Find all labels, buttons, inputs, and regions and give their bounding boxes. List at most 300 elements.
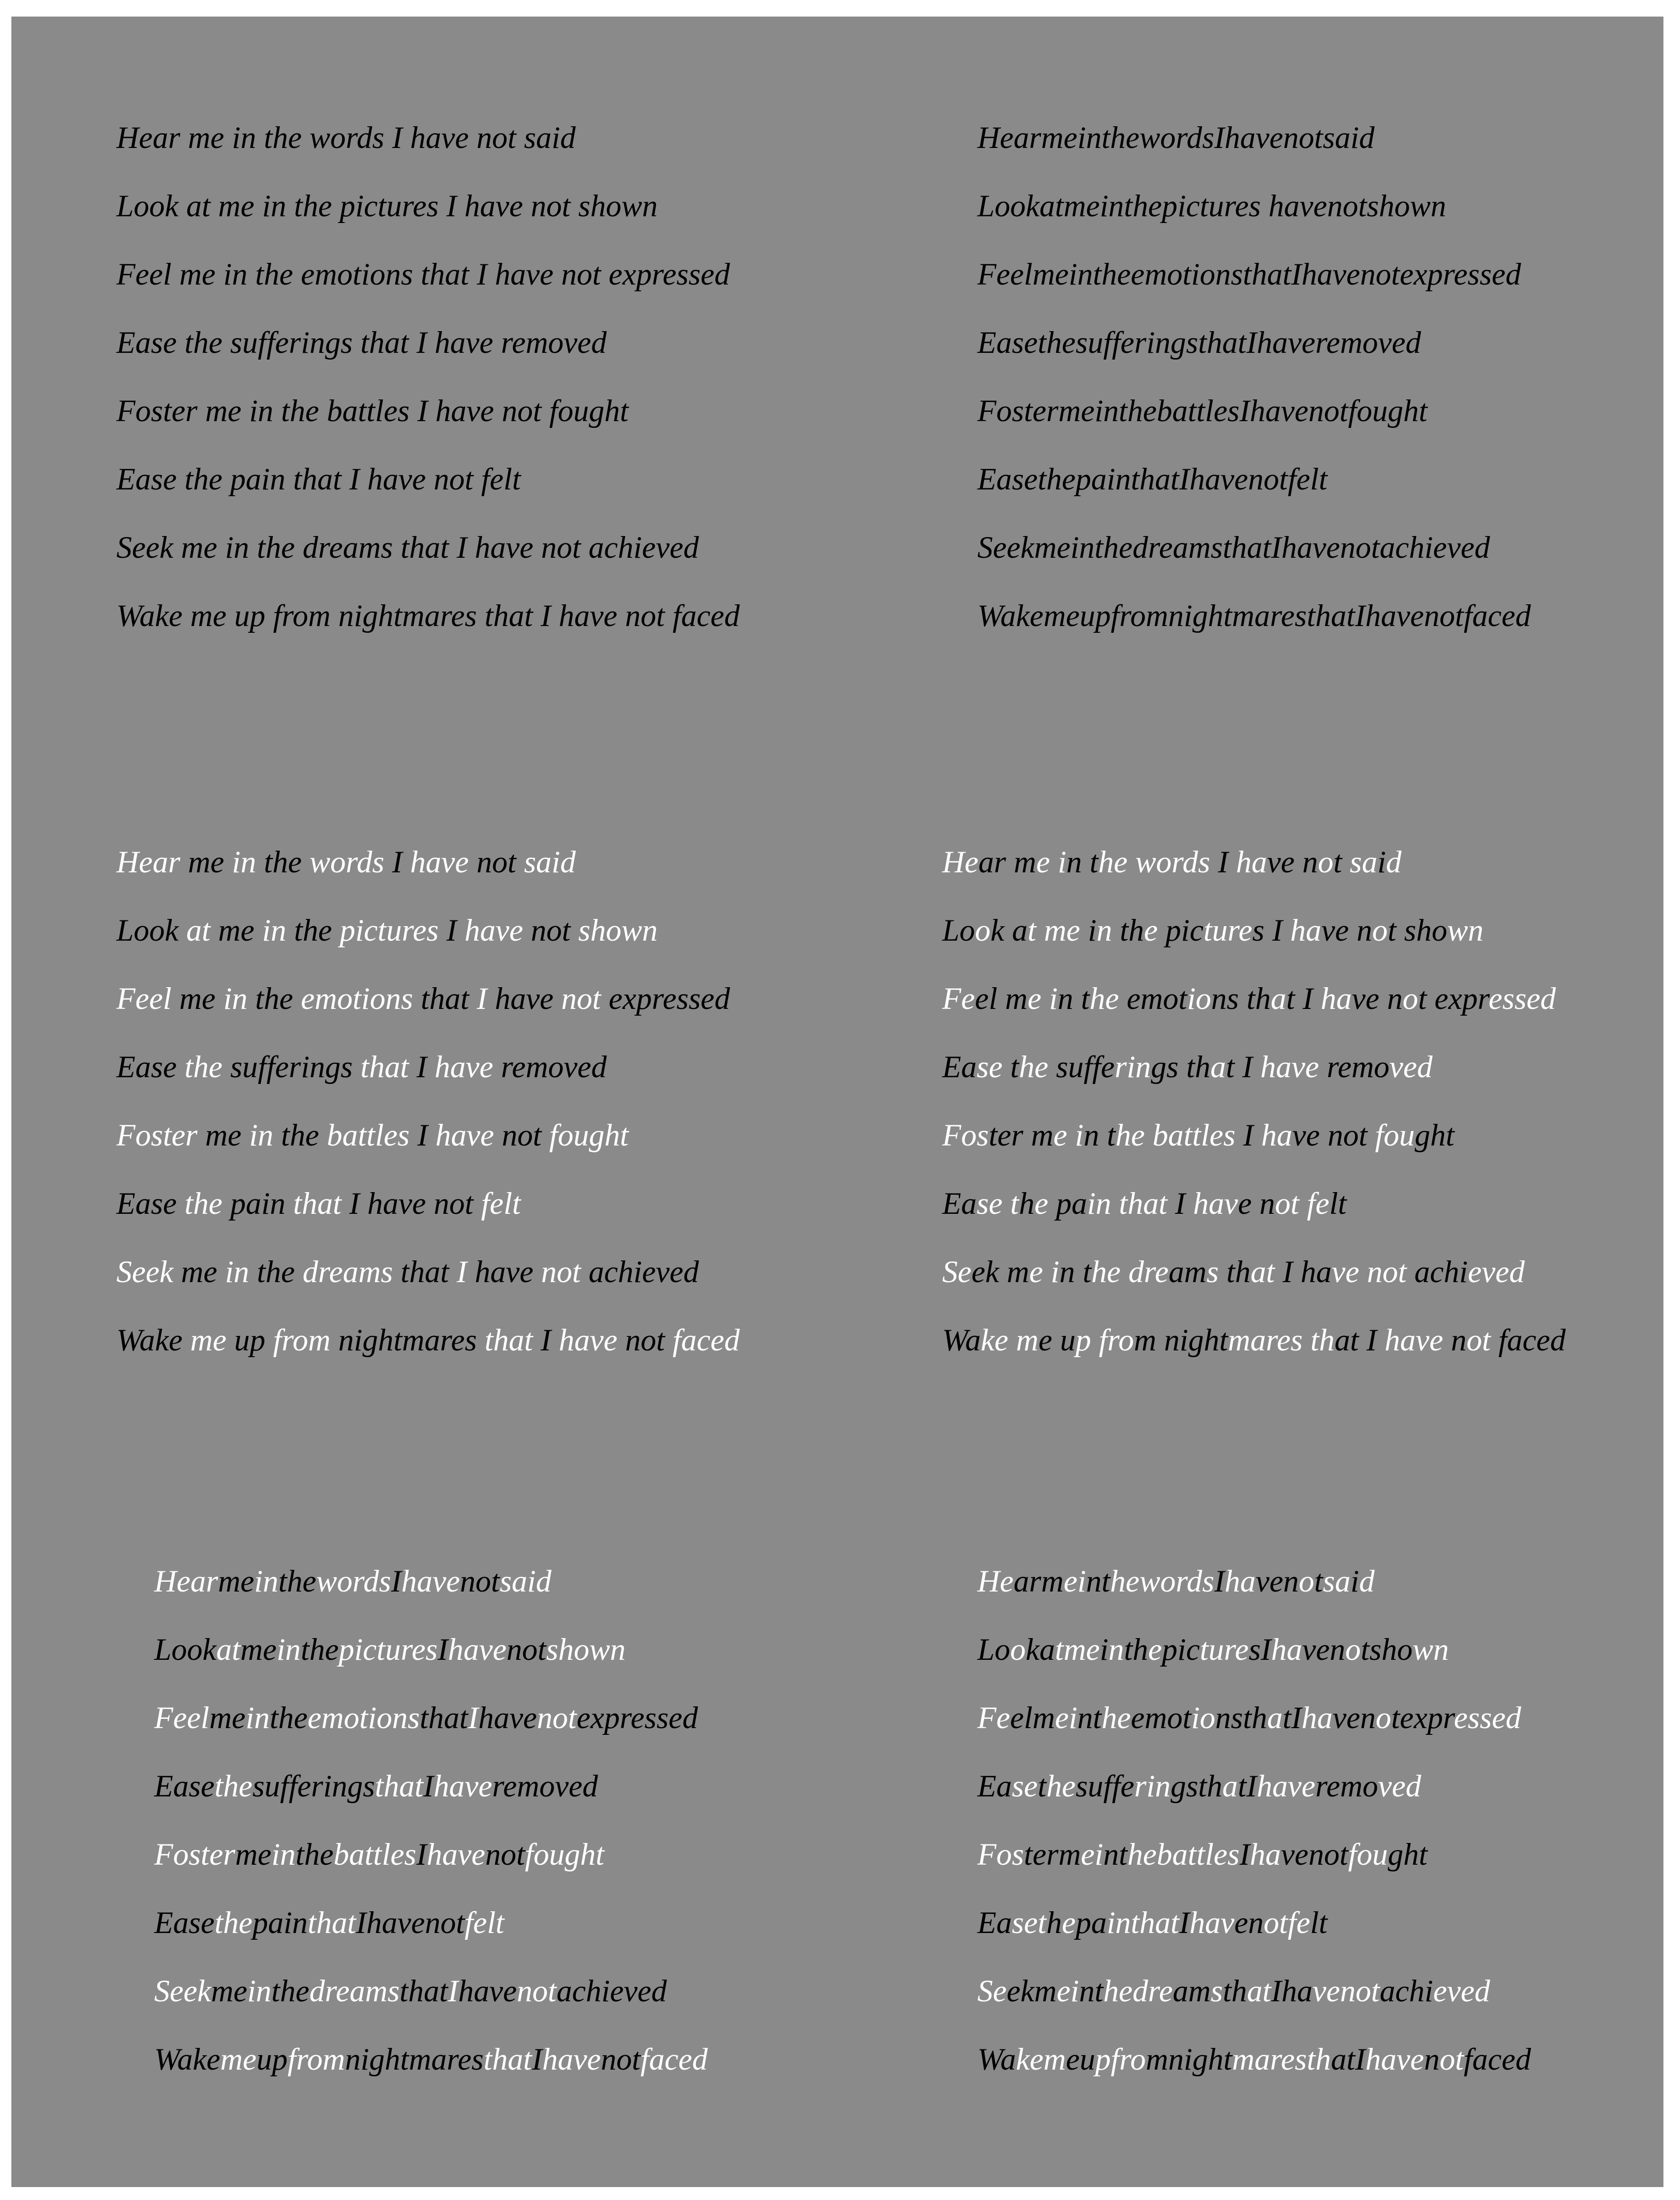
poem-letter: g [1170,1769,1186,1803]
poem-letter: f [1098,1323,1108,1357]
poem-word: I [417,1118,428,1152]
poem-word: the [301,1632,339,1667]
poem-line [116,964,740,1033]
poem-letter: t [1397,1255,1407,1289]
poem-letter: a [1334,1323,1350,1357]
poem-letter: t [1418,982,1427,1016]
poem-word: from [287,2042,345,2076]
poem-line [942,1101,1566,1169]
poem-letter: s [1502,982,1514,1016]
poem-letter: o [1324,1837,1340,1871]
poem-word: the [271,1974,309,2008]
poem-letter: e [1281,845,1295,879]
poem-letter: h [1046,1906,1062,1940]
poem-letter: e [1238,1186,1252,1221]
poem-letter: t [1024,1837,1033,1871]
poem-letter: e [1144,913,1158,947]
poem-letter: t [1388,913,1396,947]
poem-letter: i [1126,1050,1136,1084]
poem-letter: L [977,1632,995,1667]
poem-letter: e [958,1255,972,1289]
poem-letter: h [1127,1186,1143,1221]
poem-letter: k [985,1255,999,1289]
poem-letter: e [1066,2042,1080,2076]
poem-letter: t [1310,1323,1319,1357]
poem-letter: n [1366,1255,1382,1289]
poem-letter: g [1151,1050,1167,1084]
poem-letter: v [1220,1906,1235,1940]
poem-letter: e [1316,1632,1330,1667]
poem-word: Feel [154,1701,210,1735]
poem-letter: t [1037,1906,1047,1940]
poem-word: I [456,1255,467,1289]
poem-letter: I [1282,1255,1293,1289]
poem-letter: g [1188,1323,1204,1357]
poem-line [977,1684,1531,1752]
poem-word: shown [546,1632,626,1667]
poem-letter: a [1254,2042,1270,2076]
poem-line [154,2025,708,2093]
poem-letter: a [996,1769,1012,1803]
poem-word: battles [326,1118,410,1152]
poem-word: not [460,1564,500,1598]
poem-letter: e [1433,1974,1447,2008]
poem-letter: w [1447,913,1468,947]
poem-letter: v [1416,1323,1430,1357]
poem-letter: I [1272,913,1283,947]
poem-letter: t [1226,1255,1236,1289]
poem-letter: t [1178,982,1187,1016]
poem-letter: t [1131,1906,1140,1940]
poem-word: at [216,1632,241,1667]
poem-letter: s [1479,1701,1492,1735]
poem-letter: h [1195,1050,1211,1084]
poem-word: pictures [339,913,439,947]
poem-letter: t [1203,913,1212,947]
poem-letter: x [1414,1701,1428,1735]
poem-letter: w [1413,1632,1434,1667]
poem-letter: l [1023,1701,1033,1735]
poem-letter: e [1301,1769,1316,1803]
poem-letter: e [1034,1050,1048,1084]
poem-letter: o [1130,2042,1146,2076]
poem-letter: t [1199,1632,1209,1667]
poem-letter: s [1227,1837,1240,1871]
poem-letter: e [1125,1564,1140,1598]
poem-letter: d [1405,1769,1421,1803]
poem-letter: e [1063,1564,1078,1598]
poem-word: Seek [116,1255,173,1289]
poem-letter: p [1162,1632,1178,1667]
poem-letter: h [1116,1118,1132,1152]
poem-letter: i [1049,982,1058,1016]
poem-word: I [349,1186,360,1221]
poem-word: Feel [116,982,172,1016]
poem-letter: n [1058,982,1074,1016]
poem-letter: h [1365,2042,1381,2076]
poem-letter: e [1492,1701,1506,1735]
poem-letter: k [1020,1974,1034,2008]
poem-letter: n [1283,1564,1299,1598]
poem-letter: e [1117,1701,1131,1735]
poem-line [977,1957,1531,2025]
poem-letter: a [1316,1255,1332,1289]
poem-letter: t [1350,1323,1359,1357]
poem-letter: H [942,845,965,879]
poem-letter: n [1330,1632,1346,1667]
poem-letter: e [971,1255,986,1289]
poem-letter: a [996,1906,1012,1940]
poem-word: not [530,913,571,947]
poem-line [942,828,1566,896]
poem-letter: e [1461,1974,1475,2008]
poem-letter: o [1374,1050,1390,1084]
poem-letter: s [1252,913,1265,947]
poem-letter: e [1034,1186,1048,1221]
poem-letter: t [1124,1632,1133,1667]
poem-letter: c [1395,1974,1409,2008]
poem-letter: t [1055,1632,1064,1667]
poem-line: Ease the sufferings that I have removed [116,325,607,360]
poem-word: in [276,1632,301,1667]
poem-letter: o [1156,845,1172,879]
poem-letter: e [1032,1837,1047,1871]
poem-letter: v [1292,1118,1306,1152]
poem-letter: e [989,1050,1003,1084]
poem-letter: i [1350,1564,1359,1598]
poem-letter: a [1472,2042,1488,2076]
poem-letter: v [1481,1255,1496,1289]
poem-line [154,1889,708,1957]
poem-word: the [255,982,293,1016]
poem-line [116,1238,740,1306]
poem-letter: f [1375,1118,1384,1152]
poem-letter: v [1267,845,1281,879]
poem-letter: v [1281,1837,1295,1871]
poem-letter: e [1029,1255,1043,1289]
poem-word: I [355,1906,366,1940]
poem-letter: a [1362,845,1378,879]
poem-letter: I [1179,1906,1190,1940]
poem-letter: t [1223,1974,1232,2008]
poem-letter: d [1474,1974,1490,2008]
poem-word: Foster [154,1837,235,1871]
poem-letter: a [1250,1323,1266,1357]
poem-letter: o [994,1632,1010,1667]
poem-word: me [205,1118,242,1152]
poem-letter: t [1102,1564,1110,1598]
poem-letter: u [1208,1632,1224,1667]
poem-word: me [235,1837,272,1871]
poem-letter: a [1013,1564,1029,1598]
poem-line [942,1306,1566,1374]
poem-word: I [446,913,457,947]
panel-top-right-no-spaces [977,103,1531,650]
poem-line [977,1615,1531,1684]
poem-letter: a [1414,1255,1430,1289]
poem-word: have [558,1323,618,1357]
poem-letter: f [1103,1769,1112,1803]
poem-letter: F [977,1701,997,1735]
poem-letter: t [1187,1837,1197,1871]
poem-letter: a [1317,1701,1333,1735]
poem-letter: t [1093,1701,1102,1735]
poem-letter: o [1318,845,1334,879]
poem-letter: e [1346,1701,1360,1735]
poem-letter: t [1339,1837,1348,1871]
poem-letter: e [1501,2042,1515,2076]
poem-letter: h [1207,1769,1223,1803]
poem-word: not [561,982,601,1016]
poem-letter: a [961,1050,977,1084]
poem-letter: g [1415,1118,1431,1152]
poem-word: me [218,913,255,947]
poem-letter: e [994,1323,1008,1357]
poem-letter: i [1068,1701,1078,1735]
poem-letter: e [961,982,975,1016]
poem-sheet [11,17,1663,2187]
poem-letter: h [1103,1974,1119,2008]
poem-letter: e [1400,1701,1414,1735]
poem-letter: b [1152,1118,1168,1152]
poem-letter: h [1290,913,1306,947]
poem-letter: s [976,1118,989,1152]
poem-letter: s [1055,1050,1068,1084]
poem-word: Look [116,913,179,947]
poem-line [942,896,1566,964]
poem-letter: t [1279,1906,1288,1940]
poem-letter: n [1340,1974,1356,2008]
poem-letter: h [1271,1632,1287,1667]
poem-word: me [190,1323,227,1357]
poem-letter: e [1062,1906,1076,1940]
poem-letter: a [965,1323,981,1357]
poem-word: the [263,845,302,879]
poem-word: words [309,845,384,879]
poem-letter: o [1397,1632,1413,1667]
poem-letter: I [1239,1837,1250,1871]
poem-word: the [270,1701,308,1735]
poem-word: the [294,913,332,947]
poem-letter: m [1340,1769,1363,1803]
poem-letter: r [1227,913,1239,947]
poem-letter: m [1043,2042,1066,2076]
poem-letter: e [1403,1050,1417,1084]
poem-letter: h [1403,1837,1419,1871]
poem-word: me [218,1564,255,1598]
poem-letter: h [1301,1701,1317,1735]
poem-letter: n [1135,1050,1151,1084]
poem-line [942,1238,1566,1306]
poem-letter: t [1282,1701,1291,1735]
poem-word: emotions [307,1701,420,1735]
poem-word: in [254,1564,278,1598]
poem-letter: v [1321,913,1335,947]
poem-letter: l [1205,1837,1214,1871]
poem-letter: h [1255,982,1271,1016]
poem-letter: d [1515,2042,1531,2076]
poem-letter: t [1028,913,1036,947]
poem-letter: s [1012,1906,1024,1940]
poem-letter: c [1430,1255,1444,1289]
poem-letter: o [996,1837,1012,1871]
poem-letter: n [1096,913,1112,947]
poem-letter: I [1217,845,1228,879]
poem-word: words [316,1564,391,1598]
poem-letter: t [1196,1837,1205,1871]
poem-letter: t [1286,982,1295,1016]
poem-letter: a [1265,1837,1281,1871]
poem-letter: v [1331,1255,1346,1289]
poem-letter: I [1302,982,1313,1016]
poem-letter: n [1259,1186,1275,1221]
poem-letter: o [1384,1118,1400,1152]
poem-letter: c [1186,1632,1200,1667]
poem-letter: d [1386,845,1402,879]
poem-word: have [464,913,523,947]
poem-letter: i [1099,1632,1109,1667]
poem-letter: o [1163,982,1179,1016]
poem-letter: n [1424,2042,1440,2076]
poem-word: not [516,1974,557,2008]
poem-letter: i [1181,913,1190,947]
poem-letter: s [976,1186,989,1221]
poem-letter: o [1372,913,1388,947]
poem-letter: r [1315,1769,1327,1803]
poem-letter: e [1326,1974,1340,2008]
poem-letter: l [1201,1118,1210,1152]
poem-word: expressed [576,1701,698,1735]
poem-letter: a [1335,1564,1351,1598]
poem-line: FeelmeintheemotionsthatIhavenotexpressed [977,257,1521,291]
poem-word: that [375,1769,423,1803]
poem-word: have [495,982,554,1016]
poem-letter: e [997,1118,1012,1152]
poem-line: Wake me up from nightmares that I have not faced [116,599,740,633]
poem-word: Foster [116,1118,198,1152]
poem-word: I [531,2042,542,2076]
poem-letter: e [1155,1255,1169,1289]
poem-letter: l [988,982,998,1016]
poem-letter: H [977,1564,1000,1598]
poem-letter: r [1270,2042,1281,2076]
poem-letter: a [1143,1186,1159,1221]
poem-letter: p [1075,1906,1091,1940]
poem-letter: f [1112,1769,1121,1803]
poem-letter: m [1032,1701,1055,1735]
poem-letter: e [989,1186,1003,1221]
poem-word: that [360,1050,409,1084]
poem-letter: n [1433,1632,1449,1667]
poem-letter: h [1231,1974,1247,2008]
panel-top-left-plain [116,103,740,650]
poem-word: up [256,2042,288,2076]
poem-letter: a [1210,1050,1226,1084]
poem-letter: e [1006,1974,1021,2008]
panel-bottom-left-word-colored-joined [154,1547,708,2093]
poem-letter: t [1318,1906,1328,1940]
poem-letter: e [1113,845,1128,879]
poem-word: Ease [154,1906,215,1940]
poem-word: I [423,1769,434,1803]
poem-word: me [181,1255,217,1289]
poem-letter: t [1266,1255,1275,1289]
poem-letter: e [993,1974,1007,2008]
poem-letter: F [942,982,961,1016]
poem-letter: S [977,1974,993,2008]
poem-word: that [293,1186,341,1221]
poem-word: achieved [588,1255,699,1289]
poem-letter: k [980,1323,995,1357]
poem-letter: s [1202,1564,1214,1598]
poem-letter: v [1378,1769,1392,1803]
poem-letter: n [1215,1701,1231,1735]
poem-letter: h [1250,1837,1266,1871]
poem-letter: t [1186,1050,1195,1084]
poem-word: I [477,982,487,1016]
poem-letter: r [1224,1632,1235,1667]
poem-letter: e [1345,1255,1359,1289]
poem-word: in [247,1974,272,2008]
poem-word: that [483,2042,532,2076]
poem-letter: s [1295,2042,1307,2076]
poem-word: the [257,1255,295,1289]
poem-letter: p [1427,1701,1443,1735]
poem-letter: E [942,1186,961,1221]
poem-letter: n [1387,982,1403,1016]
poem-letter: e [1410,2042,1424,2076]
poem-letter: W [977,2042,1001,2076]
poem-word: have [458,1974,517,2008]
poem-letter: e [1000,1564,1014,1598]
poem-word: Ease [116,1050,177,1084]
poem-letter: a [1379,1974,1395,2008]
poem-letter: v [1255,1564,1270,1598]
poem-letter: o [959,913,975,947]
poem-word: have [478,1701,537,1735]
poem-letter: t [1037,1769,1047,1803]
poem-letter: e [1024,1769,1038,1803]
poem-word: nightmares [338,1323,477,1357]
poem-letter: e [1434,982,1449,1016]
poem-line [154,1615,708,1684]
poem-letter: h [1133,1632,1149,1667]
poem-word: have [474,1255,533,1289]
poem-letter: F [942,1118,961,1152]
poem-letter: d [1417,1050,1433,1084]
poem-letter: u [1088,1769,1104,1803]
poem-letter: s [1467,1701,1480,1735]
poem-letter: e [1119,1974,1133,2008]
poem-letter: n [1077,1701,1093,1735]
poem-letter: r [1171,845,1183,879]
poem-letter: d [1550,1323,1566,1357]
poem-letter: s [1166,1050,1179,1084]
poem-letter: c [1488,2042,1502,2076]
poem-letter: t [989,1118,998,1152]
poem-letter: e [1148,1632,1162,1667]
poem-letter: s [1230,1701,1243,1735]
poem-letter: v [1389,1050,1404,1084]
poem-letter: n [1086,1564,1102,1598]
poem-line [154,1820,708,1889]
poem-letter: c [1190,913,1203,947]
poem-word: pictures [338,1632,438,1667]
poem-letter: a [1205,1906,1221,1940]
poem-word: me [188,845,225,879]
poem-letter: o [1167,1701,1183,1735]
poem-line [977,1752,1531,1820]
